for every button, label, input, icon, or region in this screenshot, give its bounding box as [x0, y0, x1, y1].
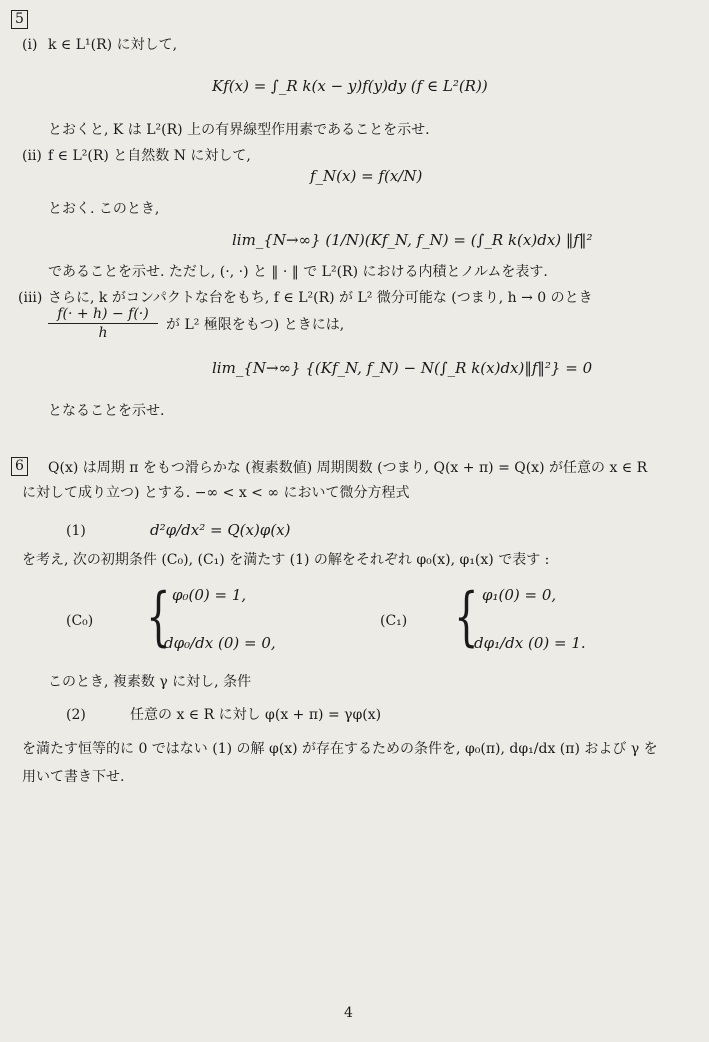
part-i-intro: k ∈ L¹(R) に対して,	[48, 37, 178, 53]
part-iii-cont: が L² 極限をもつ) ときには,	[166, 317, 345, 333]
c1-line2: dφ₁/dx (0) = 1.	[474, 634, 586, 652]
c1-label: (C₁)	[380, 613, 408, 629]
kf-definition: Kf(x) = ∫_R k(x − y)f(y)dy (f ∈ L²(R))	[212, 77, 488, 95]
gamma-intro: このとき, 複素数 γ に対し, 条件	[48, 674, 252, 690]
c0-line2: dφ₀/dx (0) = 0,	[164, 634, 276, 652]
difference-quotient	[48, 306, 158, 341]
problem-6-number: 6	[11, 457, 28, 476]
eq2: 任意の x ∈ R に対し φ(x + π) = γφ(x)	[130, 707, 382, 723]
eq1-label: (1)	[66, 523, 86, 539]
p6-intro-line1: Q(x) は周期 π をもつ滑らかな (複素数値) 周期関数 (つまり, Q(x + π) = Q(x) が任意の x ∈ R	[48, 460, 648, 476]
part-ii-label: (ii)	[22, 148, 42, 164]
part-iii-intro: さらに, k がコンパクトな台をもち, f ∈ L²(R) が L² 微分可能な (つまり, h → 0 のとき	[48, 290, 593, 306]
difference-quotient-denominator: h	[98, 325, 108, 341]
eq1: d²φ/dx² = Q(x)φ(x)	[150, 521, 291, 539]
part-iii-label: (iii)	[18, 290, 43, 306]
task-line1: を満たす恒等的に 0 ではない (1) の解 φ(x) が存在するための条件を, φ₀(π), dφ₁/dx (π) および γ を	[22, 741, 658, 757]
difference-quotient-numerator: f(· + h) − f(·)	[57, 306, 149, 322]
fraction-bar	[48, 323, 158, 324]
c1-brace: {	[454, 580, 479, 654]
p6-intro-line2: に対して成り立つ) とする. −∞ < x < ∞ において微分方程式	[22, 485, 410, 501]
fn-definition: f_N(x) = f(x/N)	[310, 167, 423, 185]
problem-5-number: 5	[11, 10, 28, 29]
c0-line1: φ₀(0) = 1,	[172, 586, 247, 604]
part-ii-oku: とおく. このとき,	[48, 201, 160, 217]
limit-equation: lim_{N→∞} (1/N)(Kf_N, f_N) = (∫_R k(x)dx) ‖f‖²	[232, 231, 593, 249]
limit-equation-2: lim_{N→∞} {(Kf_N, f_N) − N(∫_R k(x)dx)‖f‖²} = 0	[212, 359, 593, 377]
c0-label: (C₀)	[66, 613, 94, 629]
part-ii-task: であることを示せ. ただし, (·, ·) と ‖ · ‖ で L²(R) における内積とノルムを表す.	[48, 264, 548, 280]
part-i-task: とおくと, K は L²(R) 上の有界線型作用素であることを示せ.	[48, 122, 430, 138]
c1-line1: φ₁(0) = 0,	[482, 586, 557, 604]
part-ii-intro: f ∈ L²(R) と自然数 N に対して,	[48, 148, 251, 164]
page-number: 4	[344, 1005, 353, 1021]
c0-brace: {	[146, 580, 171, 654]
part-i-label: (i)	[22, 37, 38, 53]
eq2-label: (2)	[66, 707, 86, 723]
conditions-intro: を考え, 次の初期条件 (C₀), (C₁) を満たす (1) の解をそれぞれ φ₀(x), φ₁(x) で表す :	[22, 552, 550, 568]
task-line2: 用いて書き下せ.	[22, 769, 125, 785]
part-iii-task: となることを示せ.	[48, 403, 165, 419]
